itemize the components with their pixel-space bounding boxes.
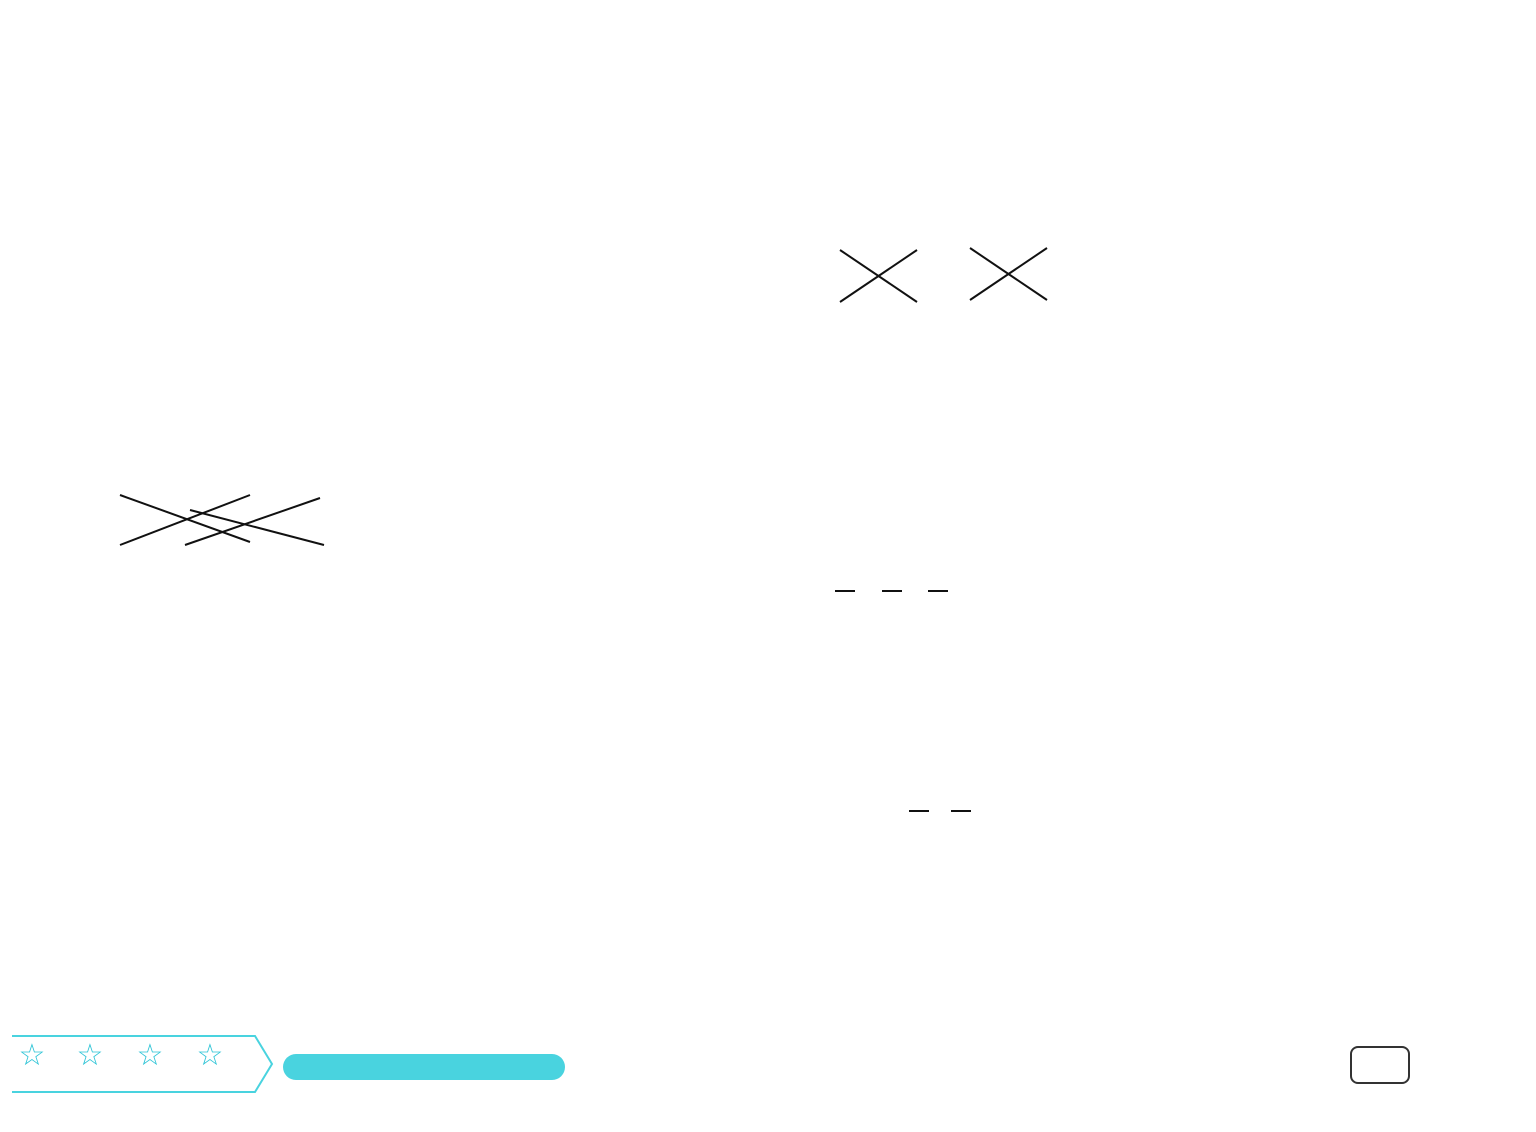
star-icon: ☆ — [196, 1038, 224, 1073]
star-rating-item — [66, 1040, 114, 1072]
fraction — [928, 588, 948, 594]
matching-lines-figure — [110, 490, 335, 555]
star-rating-item — [8, 1040, 56, 1072]
star-rating-item — [186, 1040, 234, 1072]
fraction — [909, 808, 929, 814]
center-divider — [730, 170, 750, 1000]
star-icon: ☆ — [76, 1038, 104, 1073]
cross-figures — [835, 240, 1060, 310]
fraction — [835, 588, 855, 594]
star-icon: ☆ — [18, 1038, 46, 1073]
stars-banner — [283, 1054, 565, 1080]
bottom-border-decoration — [575, 1040, 1335, 1090]
fraction — [951, 808, 971, 814]
fraction — [882, 588, 902, 594]
star-rating-item — [126, 1040, 174, 1072]
top-border-decoration — [0, 55, 1200, 105]
page-number — [1350, 1046, 1410, 1084]
star-icon: ☆ — [136, 1038, 164, 1073]
right-border-decoration — [1435, 110, 1485, 1030]
